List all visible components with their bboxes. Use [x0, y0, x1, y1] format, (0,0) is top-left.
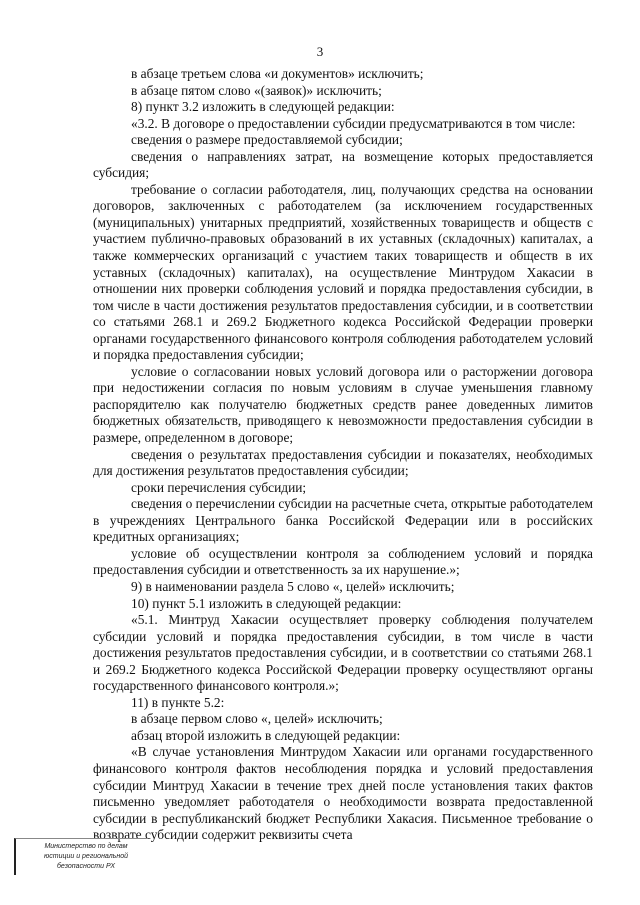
- paragraph: сведения о результатах предоставления субсидии и показателях, необходимых для достижения результатов предоставления субсидии;: [93, 446, 593, 479]
- paragraph: 9) в наименовании раздела 5 слово «, целей» исключить;: [131, 578, 455, 594]
- paragraph: в абзаце первом слово «, целей» исключить;: [131, 711, 383, 727]
- paragraph: 10) пункт 5.1 изложить в следующей редакции:: [131, 595, 402, 611]
- page-number: 3: [316, 44, 324, 59]
- paragraph: «В случае установления Минтрудом Хакасии или органами государственного финансового контроля фактов несоблюдения порядка и условий предоставления субсидии Минтруд Хакасии в течение трех дней после установления таких фактов письменно уведомляет работодателя о необходимости возврата предоставленной субсидии в республиканский бюджет Республики Хакасия. Письменное требование о возврате субсидии содержит реквизиты счета: [93, 744, 593, 843]
- paragraph: сведения о размере предоставляемой субсидии;: [131, 132, 403, 148]
- paragraph: 11) в пункте 5.2:: [131, 694, 225, 710]
- paragraph: в абзаце пятом слово «(заявок)» исключить;: [131, 82, 382, 98]
- paragraph: сроки перечисления субсидии;: [131, 479, 307, 495]
- ministry-stamp: [14, 838, 148, 875]
- paragraph: требование о согласии работодателя, лиц, получающих средства на основании договоров, заключенных с работодателем (за исключением государственных (муниципальных) унитарных предприятий, хозяйственных товариществ и обществ с участием публично-правовых образований в их уставных (складочных) капиталах, а также коммерческих организаций с участием таких товариществ и обществ в их уставных (складочных) капиталах), на осуществление Минтрудом Хакасии в отношении них проверки соблюдения условий и порядка предоставления субсидии, в том числе в части достижения результатов предоставления субсидии, и в соответствии со статьями 268.1 и 269.2 Бюджетного кодекса Российской Федерации проверки органами государственного финансового контроля соблюдения работодателем условий и порядка предоставления субсидии;: [93, 181, 593, 363]
- paragraph: абзац второй изложить в следующей редакции:: [131, 727, 401, 743]
- document-body: [93, 66, 593, 844]
- stamp-line: юстиции и региональной: [43, 853, 129, 860]
- paragraph: 8) пункт 3.2 изложить в следующей редакции:: [131, 99, 395, 115]
- paragraph: условие об осуществлении контроля за соблюдением условий и порядка предоставления субсидии и ответственность за их нарушение.»;: [93, 545, 593, 578]
- paragraph: условие о согласовании новых условий договора или о расторжении договора при недостижении согласия по новым условиям в случае уменьшения главному распорядителю как получателю бюджетных средств ранее доведенных лимитов бюджетных обязательств, приводящего к невозможности предоставления субсидии в размере, определенном в договоре;: [93, 363, 593, 446]
- paragraph: сведения о перечислении субсидии на расчетные счета, открытые работодателем в учреждениях Центрального банка Российской Федерации или в российских кредитных организациях;: [93, 496, 593, 545]
- stamp-line: безопасности РХ: [56, 863, 115, 870]
- paragraph: «3.2. В договоре о предоставлении субсидии предусматриваются в том числе:: [131, 115, 576, 131]
- paragraph: «5.1. Минтруд Хакасии осуществляет проверку соблюдения получателем субсидии условий и порядка предоставления субсидии, в том числе в части достижения результатов предоставления субсидии, и в соответствии со статьями 268.1 и 269.2 Бюджетного кодекса Российской Федерации проверку осуществляют органы государственного финансового контроля.»;: [93, 612, 593, 694]
- stamp-line: Министерство по делам: [44, 843, 128, 850]
- paragraph: в абзаце третьем слова «и документов» исключить;: [131, 66, 424, 81]
- paragraph: сведения о направлениях затрат, на возмещение которых предоставляется субсидия;: [93, 148, 593, 181]
